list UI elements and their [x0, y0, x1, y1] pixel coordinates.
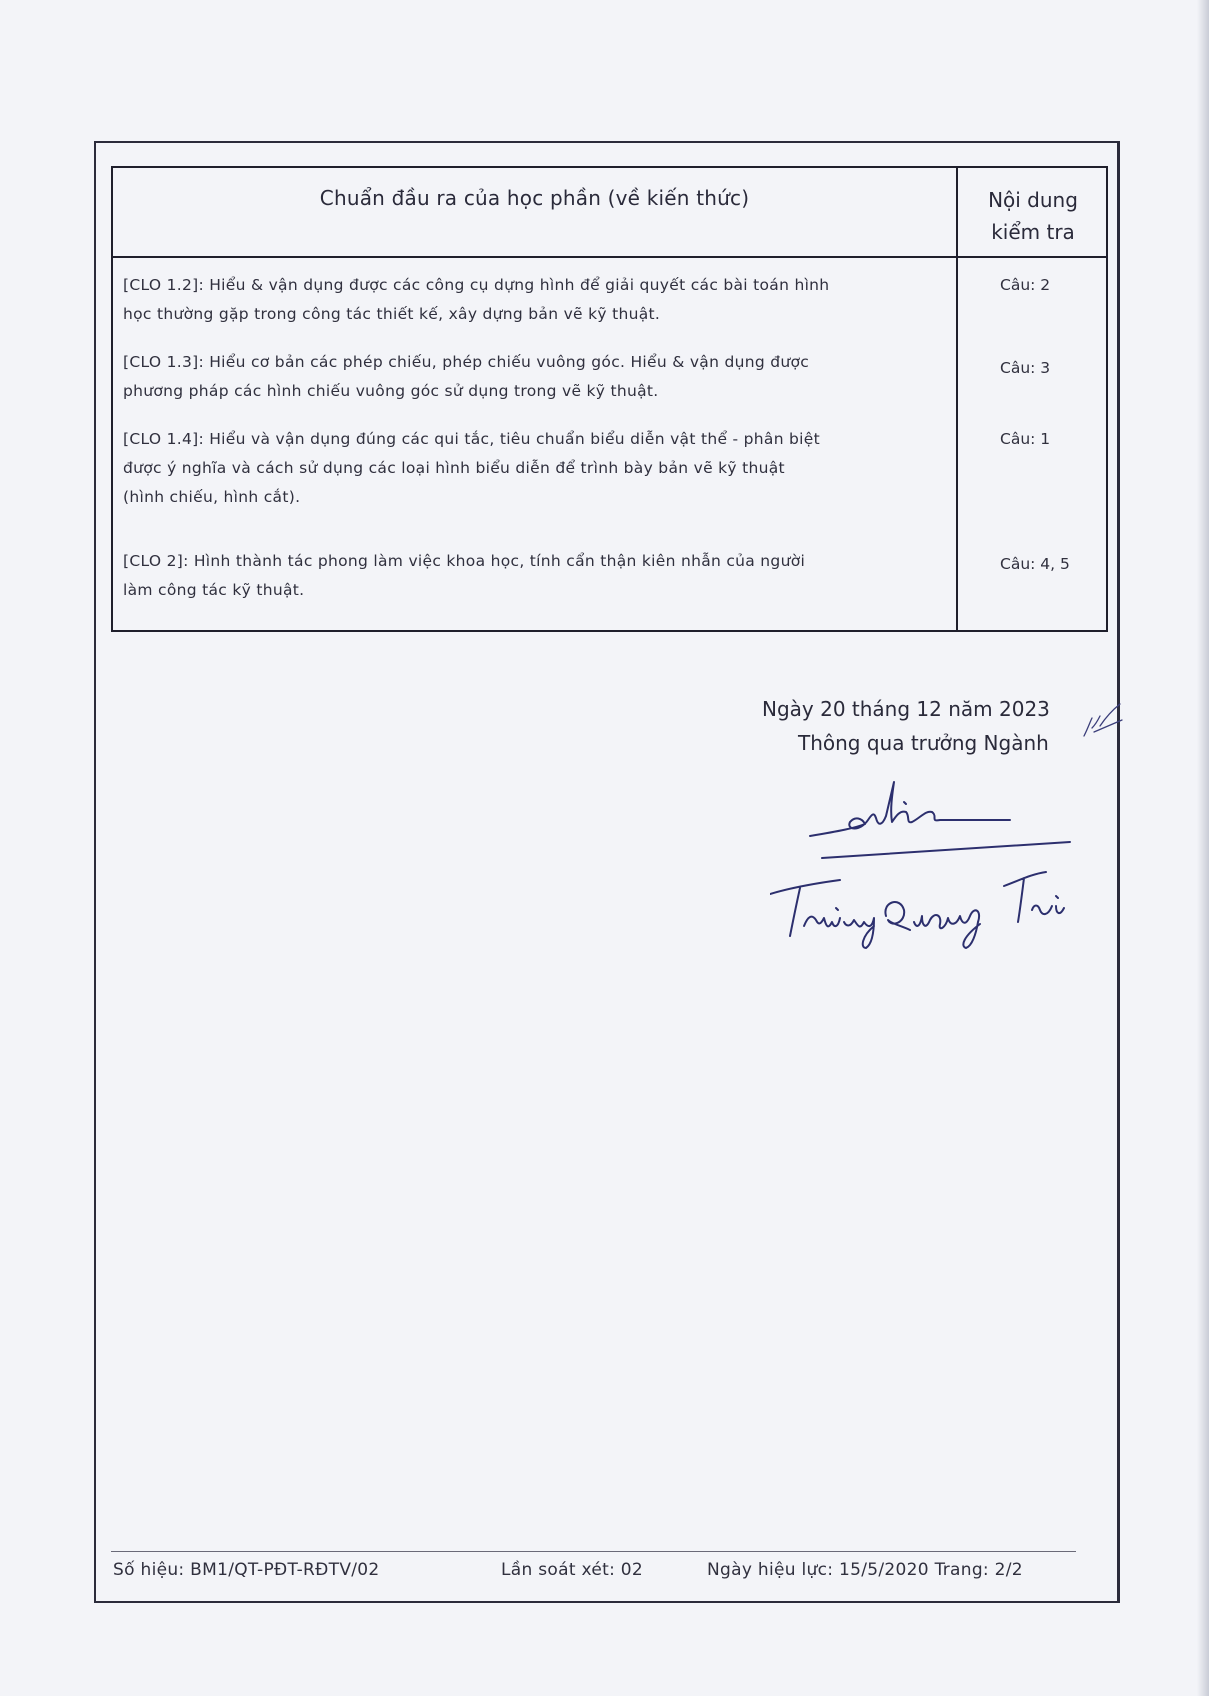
header-divider	[113, 256, 1106, 258]
row-text-line: [CLO 1.2]: Hiểu & vận dụng được các công cụ dựng hình để giải quyết các bài toán hình	[123, 276, 830, 294]
row-value-clo-1-2: Câu: 2	[1000, 276, 1051, 294]
row-text-line: [CLO 1.4]: Hiểu và vận dụng đúng các qui tắc, tiêu chuẩn biểu diễn vật thể - phân biệt	[123, 430, 820, 448]
table-row-clo-1-4	[113, 425, 956, 512]
row-text-line: học thường gặp trong công tác thiết kế, xây dựng bản vẽ kỹ thuật.	[123, 305, 661, 323]
row-value-clo-1-3: Câu: 3	[1000, 359, 1051, 377]
row-text-line: [CLO 2]: Hình thành tác phong làm việc khoa học, tính cẩn thận kiên nhẫn của người	[123, 552, 806, 570]
table-header-content-line2: kiểm tra	[991, 220, 1075, 244]
row-text-line: (hình chiếu, hình cắt).	[123, 488, 301, 506]
table-row-clo-2	[113, 547, 956, 605]
initials-mark	[1080, 698, 1126, 746]
clo-table	[111, 166, 1108, 632]
approval-block	[762, 692, 1092, 760]
row-text-line: làm công tác kỹ thuật.	[123, 581, 305, 599]
table-header-content	[958, 168, 1108, 256]
table-header-outcomes	[113, 168, 956, 256]
row-text-line: [CLO 1.3]: Hiểu cơ bản các phép chiếu, phép chiếu vuông góc. Hiểu & vận dụng được	[123, 353, 810, 371]
table-header-outcomes-label: Chuẩn đầu ra của học phần (về kiến thức)	[319, 186, 750, 210]
table-row-clo-1-3	[113, 348, 956, 406]
table-row-clo-1-2	[113, 271, 956, 329]
table-header-content-line1: Nội dung	[988, 188, 1078, 212]
footer-divider	[111, 1551, 1076, 1552]
handwritten-signature	[770, 776, 1090, 951]
approval-title: Thông qua trưởng Ngành	[798, 731, 1049, 755]
paper-edge-shadow	[1197, 0, 1209, 1696]
row-value-clo-1-4: Câu: 1	[1000, 430, 1051, 448]
row-text-line: được ý nghĩa và cách sử dụng các loại hình biểu diễn để trình bày bản vẽ kỹ thuật	[123, 459, 785, 477]
row-text-line: phương pháp các hình chiếu vuông góc sử dụng trong vẽ kỹ thuật.	[123, 382, 659, 400]
footer-effective-date: Ngày hiệu lực: 15/5/2020 Trang: 2/2	[707, 1560, 1023, 1580]
footer-revision: Lần soát xét: 02	[501, 1560, 644, 1580]
approval-date: Ngày 20 tháng 12 năm 2023	[762, 697, 1050, 721]
row-value-clo-2: Câu: 4, 5	[1000, 555, 1070, 573]
footer-doc-code: Số hiệu: BM1/QT-PĐT-RĐTV/02	[113, 1560, 380, 1580]
